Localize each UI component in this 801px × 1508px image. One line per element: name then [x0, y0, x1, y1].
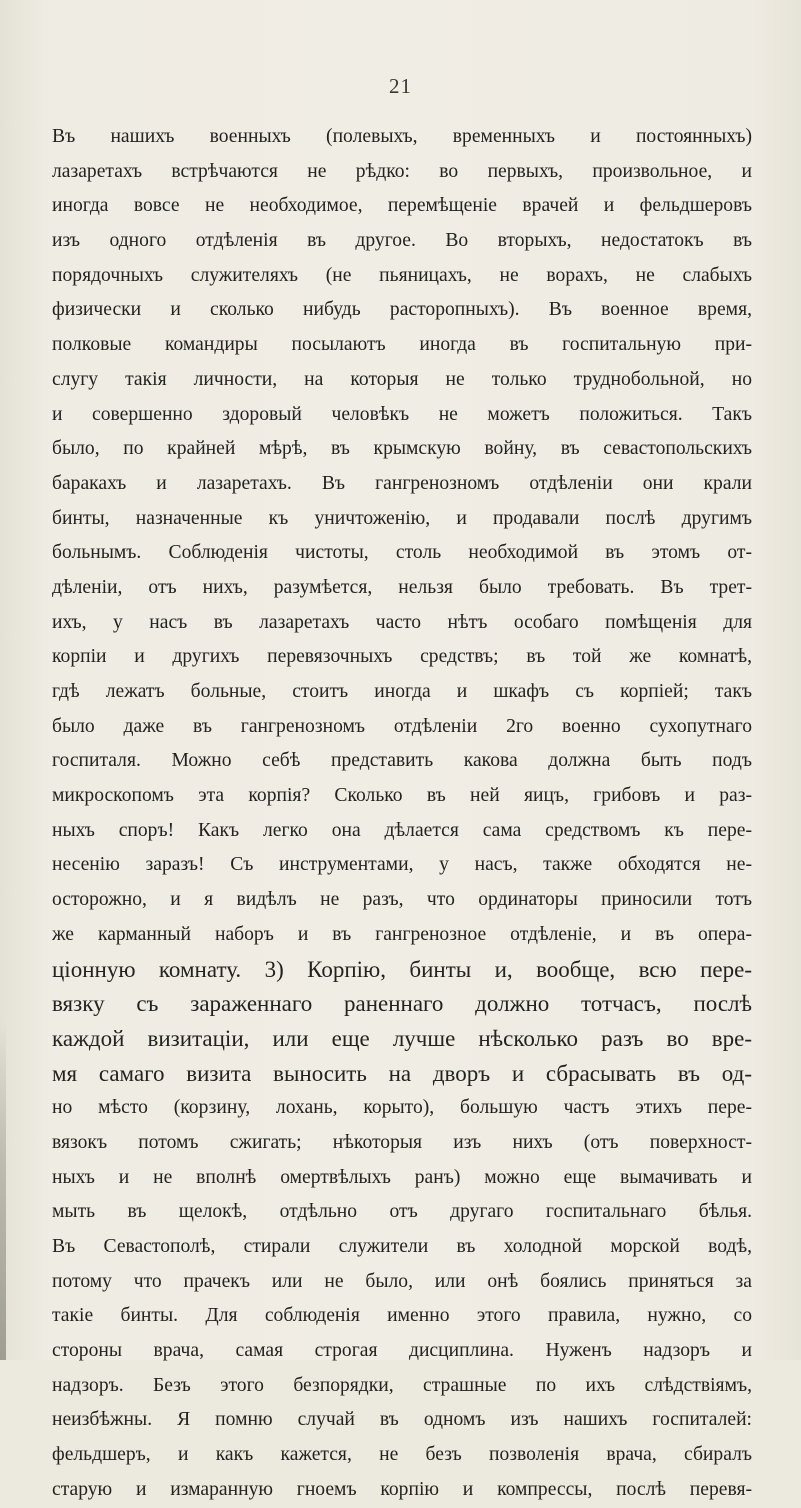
text-line: дѣленіи, отъ нихъ, разумѣется, нельзя было требовать. Въ трет-	[52, 576, 752, 598]
text-line: ныхъ и не вполнѣ омертвѣлыхъ ранъ) можно еще вымачивать и	[52, 1166, 752, 1188]
text-line: микроскопомъ эта корпія? Сколько въ ней яицъ, грибовъ и раз-	[52, 785, 752, 807]
text-line: порядочныхъ служителяхъ (не пьяницахъ, не ворахъ, не слабыхъ	[52, 264, 752, 286]
text-line: ціонную комнату. 3) Корпію, бинты и, вообще, всю пере-	[52, 956, 752, 982]
text-line: больнымъ. Соблюденія чистоты, столь необходимой въ этомъ от-	[52, 542, 752, 564]
text-line: было, по крайней мѣрѣ, въ крымскую войну, въ севастопольскихъ	[52, 438, 752, 460]
text-line: старую и измаранную гноемъ корпію и компрессы, послѣ перевя-	[52, 1478, 752, 1500]
text-line: неизбѣжны. Я помню случай въ одномъ изъ нашихъ госпиталей:	[52, 1409, 752, 1431]
text-line: изъ одного отдѣленія въ другое. Во вторыхъ, недостатокъ въ	[52, 230, 752, 252]
text-line: осторожно, и я видѣлъ не разъ, что ординаторы приносили тотъ	[52, 889, 752, 911]
text-line: потому что прачекъ или не было, или онѣ боялись приняться за	[52, 1270, 752, 1292]
text-line: вязку съ зараженнаго раненнаго должно тотчасъ, послѣ	[52, 991, 752, 1017]
text-line: госпиталя. Можно себѣ представить какова должна быть подъ	[52, 750, 752, 772]
text-line: такіе бинты. Для соблюденія именно этого правила, нужно, со	[52, 1305, 752, 1327]
text-line: каждой визитаціи, или еще лучше нѣсколько разъ во вре-	[52, 1025, 752, 1051]
text-line: и совершенно здоровый человѣкъ не можетъ положиться. Такъ	[52, 403, 752, 425]
page-edge-shadow	[0, 1020, 6, 1360]
text-line: Въ Севастополѣ, стирали служители въ холодной морской водѣ,	[52, 1236, 752, 1257]
text-line: корпіи и другихъ перевязочныхъ средствъ; въ той же комнатѣ,	[52, 646, 752, 668]
text-line: слугу такія личности, на которыя не только труднобольной, но	[52, 368, 752, 390]
text-line: лазаретахъ встрѣчаются не рѣдко: во первыхъ, произвольное, и	[52, 160, 752, 182]
text-line: иногда вовсе не необходимое, перемѣщеніе врачей и фельдшеровъ	[52, 195, 752, 217]
body-text	[52, 120, 752, 1508]
text-line: но мѣсто (корзину, лохань, корыто), большую частъ этихъ пере-	[52, 1097, 752, 1119]
text-line: Въ нашихъ военныхъ (полевыхъ, временныхъ и постоянныхъ)	[52, 126, 752, 147]
text-line: было даже въ гангренозномъ отдѣленіи 2го военно сухопутнаго	[52, 715, 752, 737]
text-line: стороны врача, самая строгая дисциплина. Нуженъ надзоръ и	[52, 1340, 752, 1362]
text-line: гдѣ лежатъ больные, стоитъ иногда и шкафъ съ корпіей; такъ	[52, 681, 752, 702]
text-line: вязокъ потомъ сжигать; нѣкоторыя изъ нихъ (отъ поверхност-	[52, 1131, 752, 1153]
text-line: несенію заразъ! Съ инструментами, у насъ, также обходятся не-	[52, 854, 752, 876]
text-line: мыть въ щелокѣ, отдѣльно отъ другаго госпитальнаго бѣлья.	[52, 1201, 752, 1223]
page-number: 21	[389, 74, 412, 98]
text-line: бинты, назначенные къ уничтоженію, и продавали послѣ другимъ	[52, 507, 752, 529]
text-line: ихъ, у насъ въ лазаретахъ часто нѣтъ особаго помѣщенія для	[52, 611, 752, 633]
text-line: фельдшеръ, и какъ кажется, не безъ позволенія врача, сбиралъ	[52, 1444, 752, 1466]
text-line: полковые командиры посылаютъ иногда въ госпитальную при-	[52, 334, 752, 356]
text-line: надзоръ. Безъ этого безпорядки, страшные по ихъ слѣдствіямъ,	[52, 1374, 752, 1396]
text-line: мя самаго визита выносить на дворъ и сбрасывать въ од-	[52, 1060, 752, 1086]
text-line: баракахъ и лазаретахъ. Въ гангренозномъ отдѣленіи они крали	[52, 472, 752, 494]
text-line: же карманный наборъ и въ гангренозное отдѣленіе, и въ опера-	[52, 923, 752, 945]
text-line: физически и сколько нибудь расторопныхъ). Въ военное время,	[52, 299, 752, 321]
text-line: ныхъ споръ! Какъ легко она дѣлается сама средствомъ къ пере-	[52, 819, 752, 841]
